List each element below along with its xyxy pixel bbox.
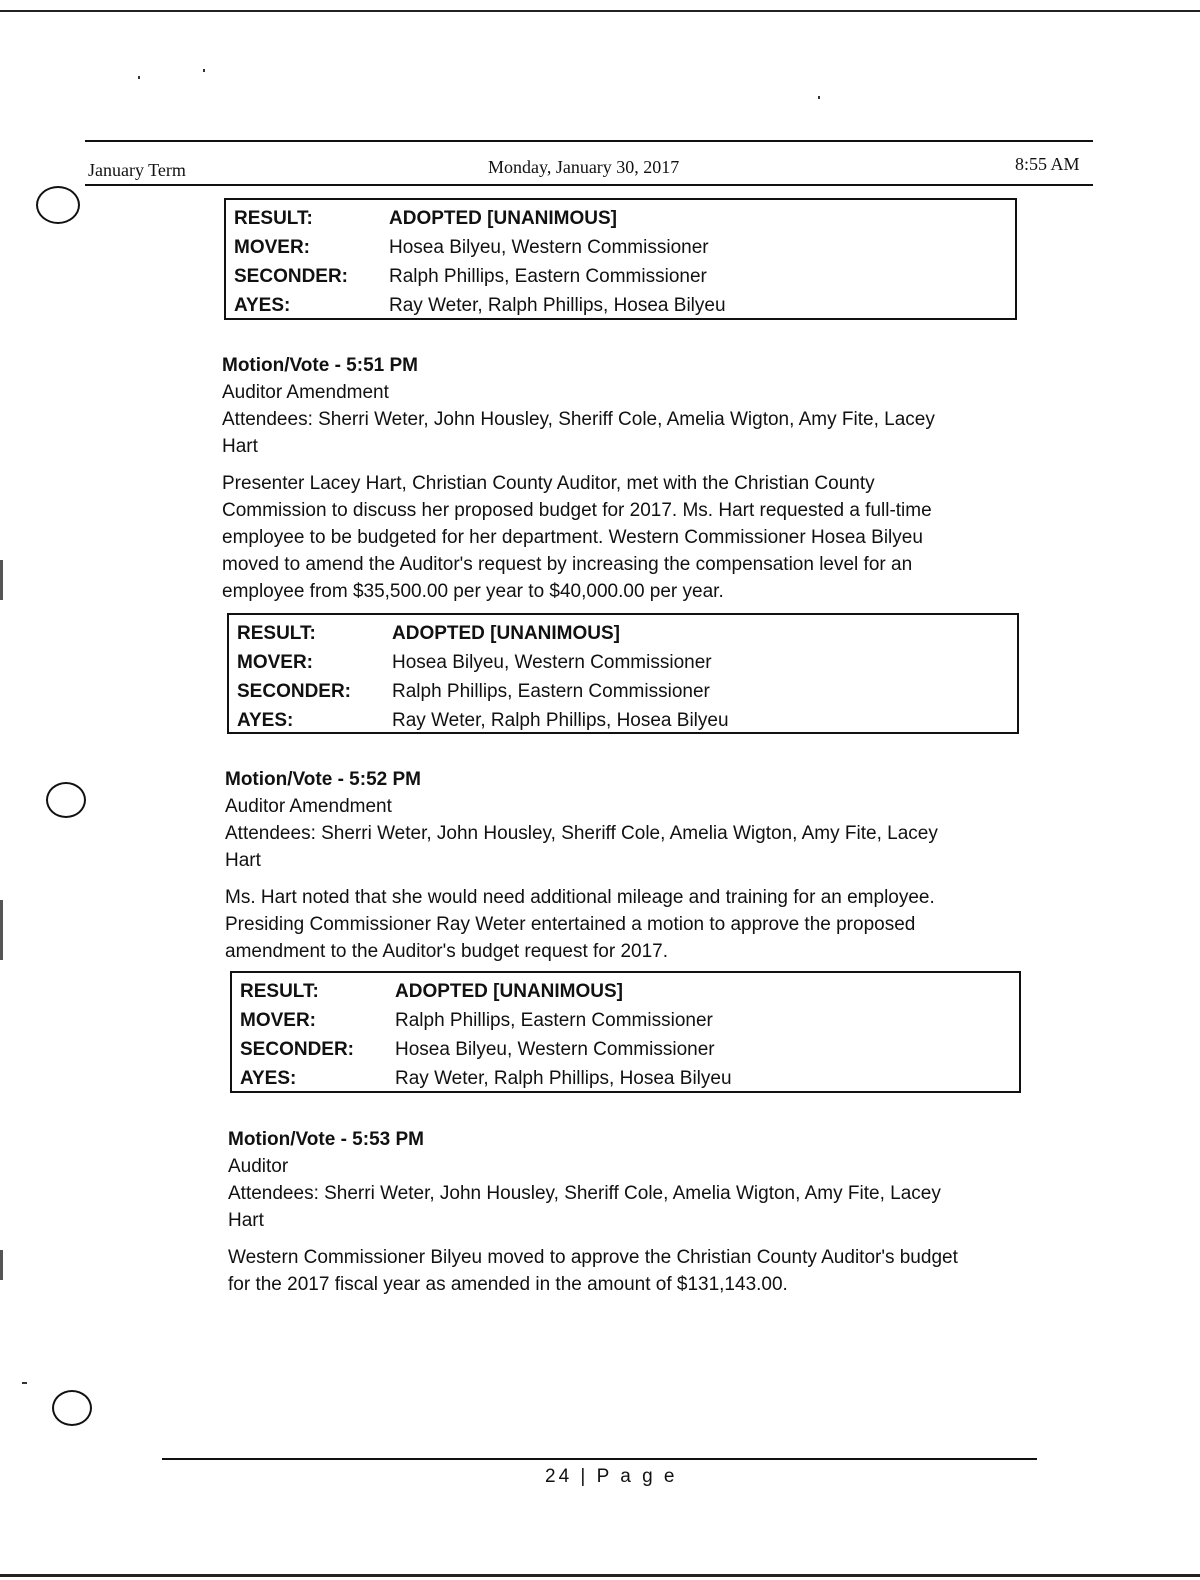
paragraph-line: employee from $35,500.00 per year to $40,000.00 per year. (222, 581, 724, 602)
seconder-label: SECONDER: (237, 680, 352, 702)
scan-edge-mark (0, 1250, 3, 1280)
paragraph-line: moved to amend the Auditor's request by increasing the compensation level for an (222, 554, 913, 575)
scan-edge-mark (0, 900, 3, 960)
paragraph-line: Presenter Lacey Hart, Christian County Auditor, met with the Christian County (222, 473, 875, 494)
motion-title: Motion/Vote - 5:53 PM (228, 1129, 424, 1150)
ayes-row (237, 706, 1017, 735)
page-number: 24 | P a g e (545, 1466, 678, 1487)
seconder-value: Ralph Phillips, Eastern Commissioner (389, 265, 707, 287)
punch-hole (36, 186, 80, 224)
motion-paragraph (222, 470, 1022, 605)
scan-speck (203, 69, 205, 72)
header-date: Monday, January 30, 2017 (488, 157, 680, 177)
result-value: ADOPTED [UNANIMOUS] (395, 980, 623, 1002)
footer-rule (162, 1458, 1037, 1460)
seconder-label: SECONDER: (240, 1038, 355, 1060)
motion-section (228, 1126, 1028, 1298)
scan-speck (818, 96, 820, 99)
header-term: January Term (88, 160, 186, 180)
scan-edge-top (0, 10, 1200, 12)
result-row (240, 977, 1019, 1006)
vote-result-box (227, 613, 1019, 734)
paragraph-line: employee to be budgeted for her department. Western Commissioner Hosea Bilyeu (222, 527, 923, 548)
motion-subject: Auditor Amendment (222, 382, 389, 403)
motion-attendees-cont: Hart (222, 436, 258, 457)
scan-speck (22, 1382, 27, 1384)
mover-row (234, 233, 1015, 262)
motion-paragraph (228, 1244, 1028, 1298)
paragraph-line: Presiding Commissioner Ray Weter entertained a motion to approve the proposed (225, 914, 916, 935)
result-label: RESULT: (240, 980, 319, 1002)
motion-attendees: Attendees: Sherri Weter, John Housley, Sheriff Cole, Amelia Wigton, Amy Fite, Lacey (225, 823, 938, 844)
mover-label: MOVER: (240, 1009, 316, 1031)
paragraph-line: Ms. Hart noted that she would need additional mileage and training for an employee. (225, 887, 935, 908)
ayes-label: AYES: (240, 1067, 297, 1089)
result-row (234, 204, 1015, 233)
paragraph-line: amendment to the Auditor's budget request for 2017. (225, 941, 669, 962)
motion-title: Motion/Vote - 5:52 PM (225, 769, 421, 790)
header-time: 8:55 AM (1015, 154, 1080, 174)
mover-row (237, 648, 1017, 677)
motion-attendees: Attendees: Sherri Weter, John Housley, Sheriff Cole, Amelia Wigton, Amy Fite, Lacey (222, 409, 935, 430)
paragraph-line: Commission to discuss her proposed budget for 2017. Ms. Hart requested a full-time (222, 500, 932, 521)
header-rule-bottom (85, 184, 1093, 186)
result-label: RESULT: (234, 207, 313, 229)
result-value: ADOPTED [UNANIMOUS] (389, 207, 617, 229)
ayes-value: Ray Weter, Ralph Phillips, Hosea Bilyeu (392, 709, 729, 731)
ayes-label: AYES: (234, 294, 291, 316)
mover-row (240, 1006, 1019, 1035)
mover-value: Hosea Bilyeu, Western Commissioner (392, 651, 712, 673)
ayes-value: Ray Weter, Ralph Phillips, Hosea Bilyeu (395, 1067, 732, 1089)
scan-edge-mark (0, 560, 3, 600)
ayes-value: Ray Weter, Ralph Phillips, Hosea Bilyeu (389, 294, 726, 316)
motion-section (225, 766, 1025, 965)
punch-hole (52, 1390, 92, 1426)
seconder-value: Ralph Phillips, Eastern Commissioner (392, 680, 710, 702)
motion-subject: Auditor (228, 1156, 289, 1177)
seconder-row (234, 262, 1015, 291)
ayes-label: AYES: (237, 709, 294, 731)
motion-section (222, 352, 1022, 605)
motion-subject: Auditor Amendment (225, 796, 392, 817)
punch-hole (46, 782, 86, 818)
ayes-row (240, 1064, 1019, 1093)
header-rule-top (85, 140, 1093, 142)
seconder-label: SECONDER: (234, 265, 349, 287)
mover-value: Hosea Bilyeu, Western Commissioner (389, 236, 709, 258)
paragraph-line: for the 2017 fiscal year as amended in the amount of $131,143.00. (228, 1274, 788, 1295)
vote-result-box (224, 198, 1017, 320)
vote-result-box (230, 971, 1021, 1093)
ayes-row (234, 291, 1015, 320)
mover-label: MOVER: (234, 236, 310, 258)
paragraph-line: Western Commissioner Bilyeu moved to approve the Christian County Auditor's budget (228, 1247, 958, 1268)
motion-paragraph (225, 884, 1025, 965)
mover-label: MOVER: (237, 651, 313, 673)
seconder-row (240, 1035, 1019, 1064)
mover-value: Ralph Phillips, Eastern Commissioner (395, 1009, 713, 1031)
motion-attendees-cont: Hart (225, 850, 261, 871)
motion-attendees-cont: Hart (228, 1210, 264, 1231)
scan-speck (138, 76, 140, 79)
motion-title: Motion/Vote - 5:51 PM (222, 355, 418, 376)
seconder-value: Hosea Bilyeu, Western Commissioner (395, 1038, 715, 1060)
result-row (237, 619, 1017, 648)
seconder-row (237, 677, 1017, 706)
result-label: RESULT: (237, 622, 316, 644)
motion-attendees: Attendees: Sherri Weter, John Housley, Sheriff Cole, Amelia Wigton, Amy Fite, Lacey (228, 1183, 941, 1204)
result-value: ADOPTED [UNANIMOUS] (392, 622, 620, 644)
scan-edge-bottom (0, 1574, 1200, 1577)
